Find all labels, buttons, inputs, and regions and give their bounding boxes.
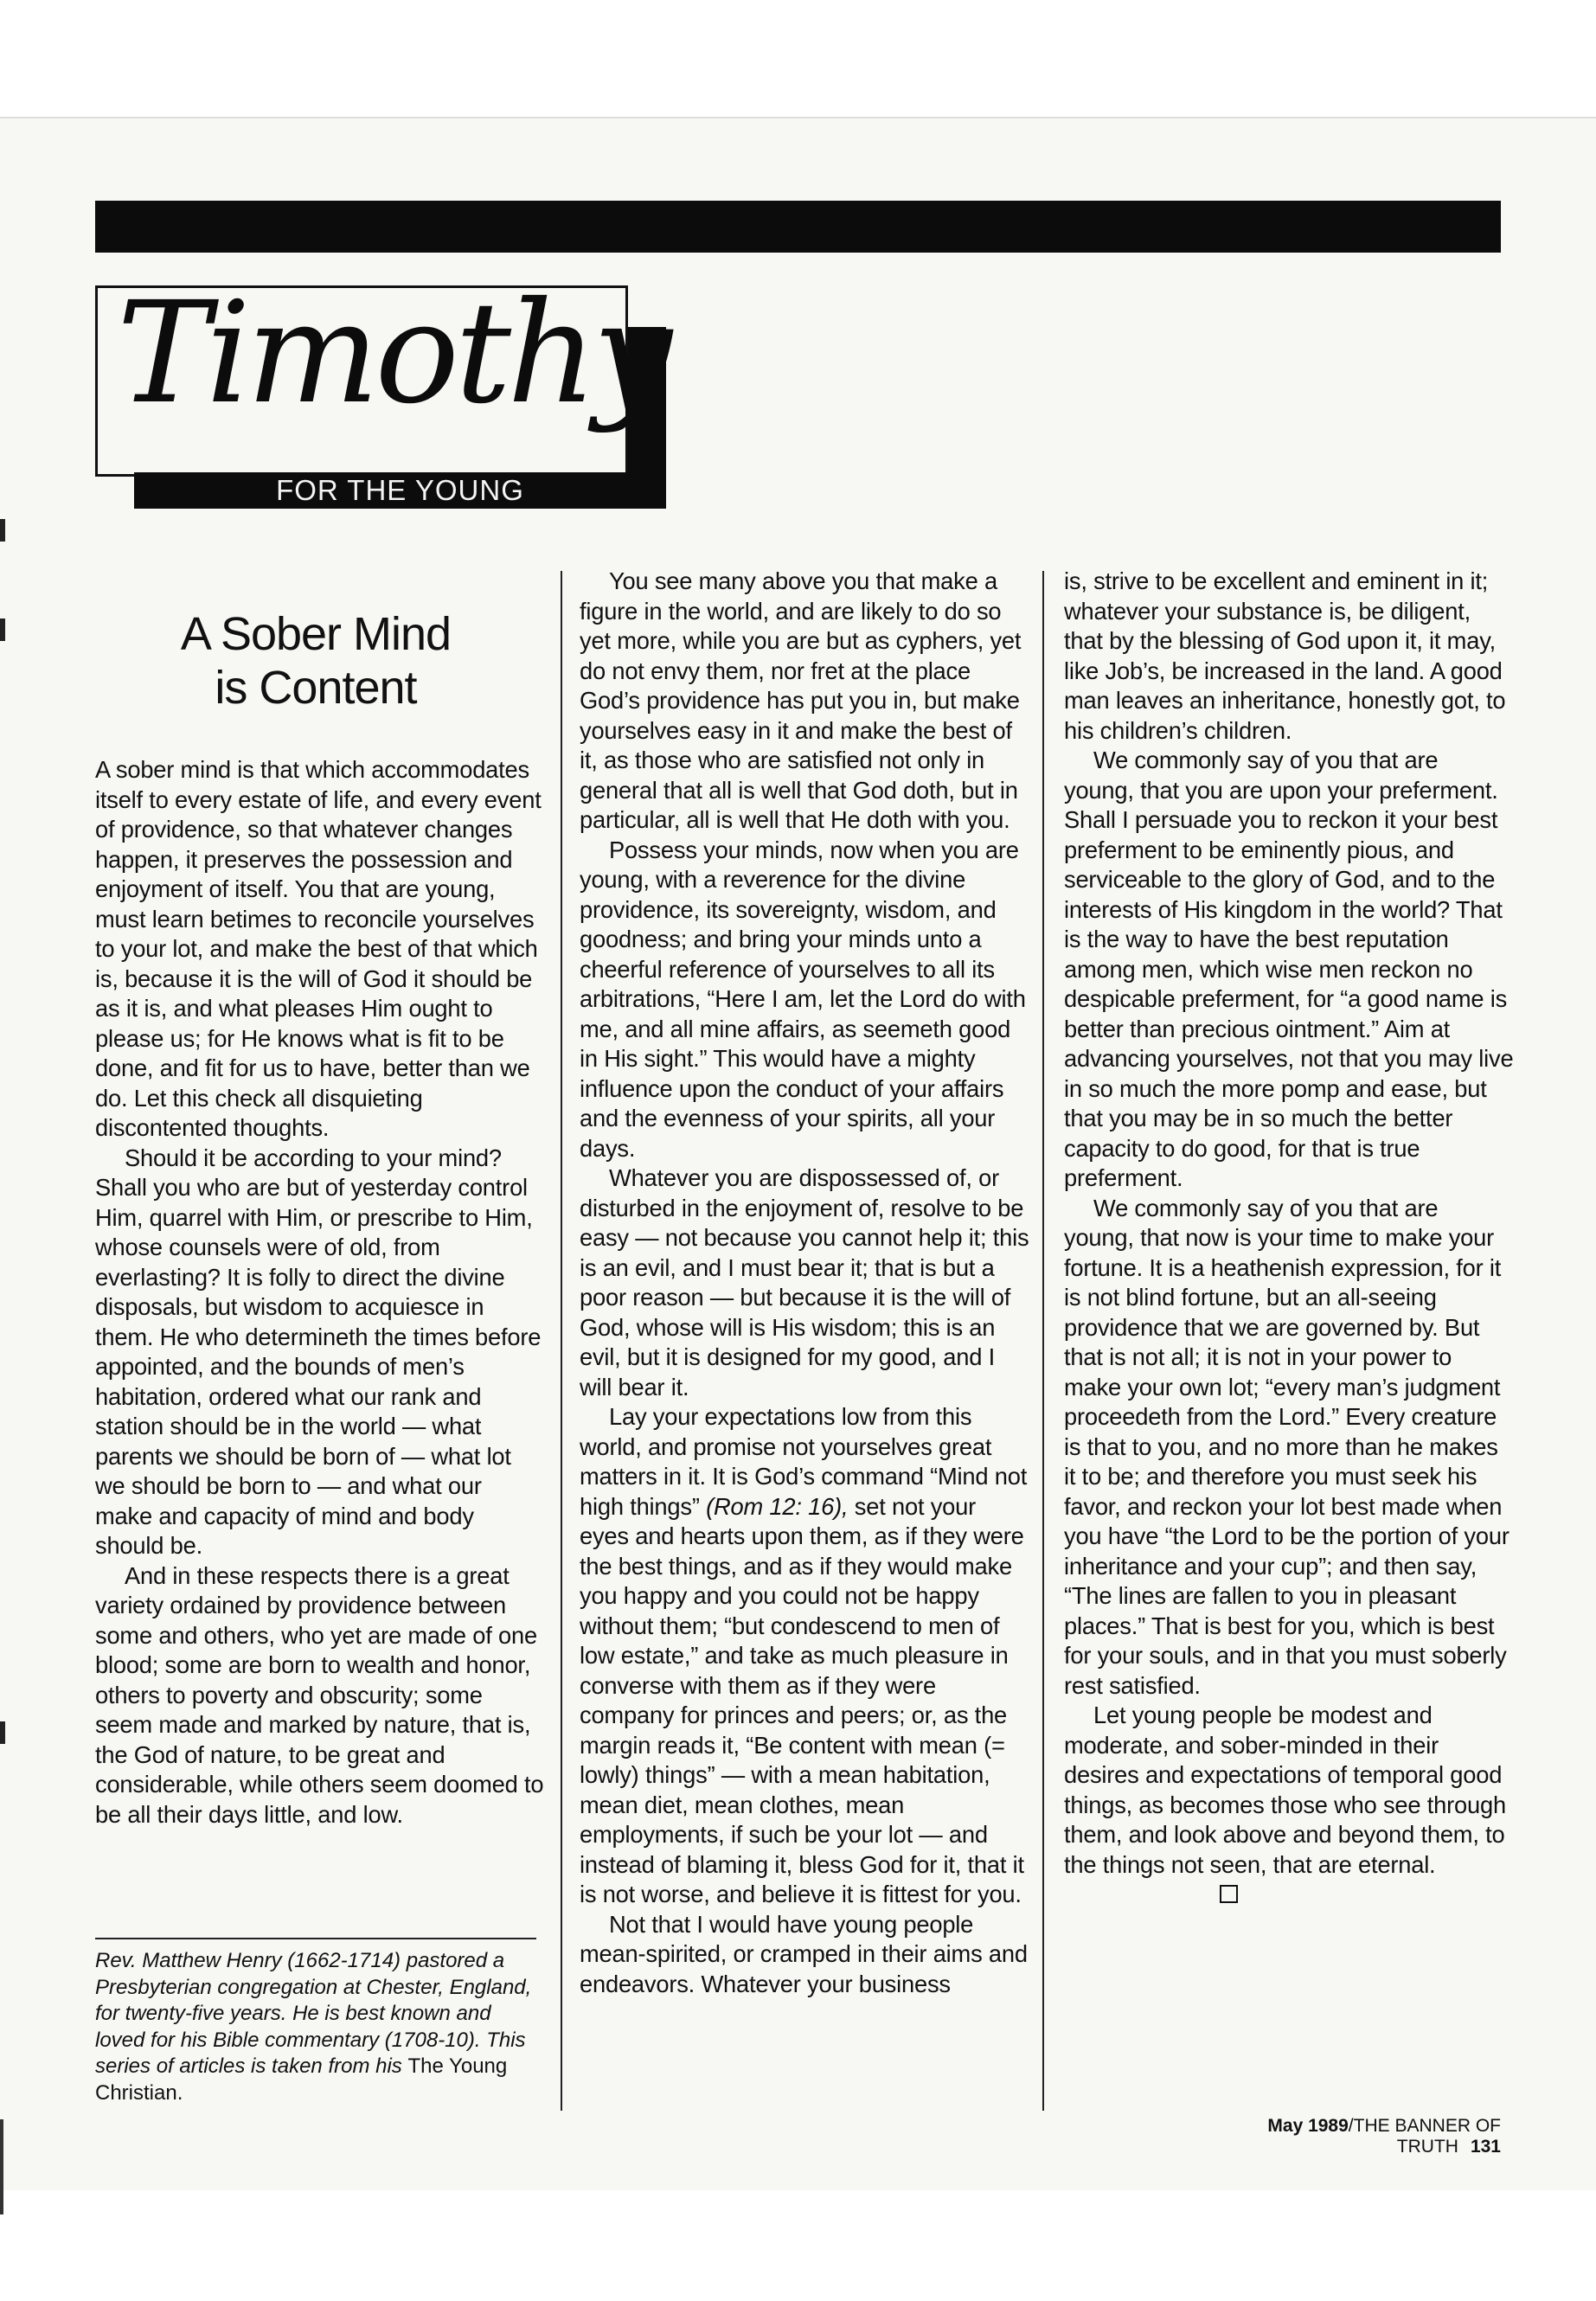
footer-separator: / <box>1348 2116 1354 2136</box>
header-bar <box>95 201 1501 253</box>
logo-title: Timothy <box>117 272 668 435</box>
paragraph: is, strive to be excellent and eminent in it; whatever your substance is, be diligent, that by the blessing of God upon it, it may, like Job’s, be increased in the land. A good man leaves an inheritance, honestly got, to his children’s children. <box>1064 567 1506 744</box>
paragraph: And in these respects there is a great variety ordained by providence between some and others, who yet are made of one blood; some are born to wealth and honor, others to poverty and obscurity; some seem made and marked by nature, that is, the God of nature, to be great and considerable, while others seem doomed to be all their days little, and low. <box>95 1561 544 1828</box>
margin-tick <box>0 619 5 641</box>
paragraph-text: Let young people be modest and moderate, and sober-minded in their desires and expectations of temporal good things, as becomes those who see through them, and look above and beyond them, to the things not seen, that are eternal. <box>1064 1702 1506 1878</box>
column-divider <box>561 571 562 2111</box>
margin-tick <box>0 519 5 542</box>
logo-subtitle: FOR THE YOUNG <box>134 472 666 509</box>
bio-book-title: The Young Christian. <box>95 2054 508 2105</box>
footer-publication: THE BANNER OF TRUTH <box>1353 2116 1501 2157</box>
footer-date: May 1989 <box>1267 2116 1349 2136</box>
title-line-2: is Content <box>215 662 417 714</box>
page-footer <box>1176 2116 1501 2157</box>
paragraph: We commonly say of you that are young, that you are upon your preferment. Shall I persuade you to reckon it your best preferment to be eminently pious, and serviceable to the glory of God, and to the interests of His kingdom in the world? That is the way to have the best reputation among men, which wise men reckon no despicable preferment, for “a good name is better than precious ointment.” Aim at advancing yourselves, not that you may live in so much the more pomp and ease, but that you may be in so much the better capacity to do good, for that is true preferment. <box>1064 747 1514 1191</box>
paragraph: Not that I would have young people mean-spirited, or cramped in their aims and endeavors. Whatever your business <box>580 1910 1028 1997</box>
margin-edge <box>0 2119 3 2214</box>
paragraph-text: set not your eyes and hearts upon them, as if they were the best things, and as if they would make you happy and you could not be happy without them; “but condescend to men of low estate,” and take as much pleasure in converse with them as if they were company for princes and peers; or, as the margin reads it, “Be content with mean (= lowly) things” — with a mean habitation, mean diet, mean clothes, mean employments, if such be your lot — and instead of blaming it, bless God for it, that it is not worse, and believe it is fittest for you. <box>580 1492 1024 1907</box>
paragraph: We commonly say of you that are young, that now is your time to make your fortune. It is a heathenish expression, for it is not blind fortune, but an all-seeing providence that we are governed by. But that is not all; it is not in your power to make your own lot; “every man’s judgment proceedeth from the Lord.” Every creature is that to you, and no more than he makes it to be; and therefore you must seek his favor, and reckon your lot best made when you have “the Lord to be the portion of your inheritance and your cup”; and then say, “The lines are fallen to you in pleasant places.” That is best for you, which is best for your souls, and in that you must soberly rest satisfied. <box>1064 1194 1509 1699</box>
paragraph: You see many above you that make a figure in the world, and are likely to do so yet more, while you are but as cyphers, yet do not envy them, nor fret at the place God’s providence has put you in, but make yourselves easy in it and make the best of it, as those who are satisfied not only in general that all is well that God doth, but in particular, all is well that He doth with you. <box>580 567 1022 833</box>
column-3 <box>1064 567 1514 1910</box>
bio-text: Rev. Matthew Henry (1662-1714) pastored a Presbyterian congregation at Chester, England, for twenty-five years. He is best known and loved for his Bible commentary (1708-10). This series of articles is taken from his <box>95 1949 532 2078</box>
article-title <box>95 607 536 715</box>
paragraph: Possess your minds, now when you are young, with a reverence for the divine providence, its sovereignty, wisdom, and goodness; and bring your minds unto a cheerful reference of yourselves to all its arbitrations, “Here I am, let the Lord do with me, and all mine affairs, as seemeth good in His sight.” This would have a mighty influence upon the conduct of your affairs and the evenness of your spirits, all your days. <box>580 836 1026 1162</box>
paragraph <box>580 1402 1029 1910</box>
paragraph: A sober mind is that which accommodates itself to every estate of life, and every event of providence, so that whatever changes happen, it preserves the possession and enjoyment of itself. You that are young, must learn betimes to reconcile yourselves to your lot, and make the best of that which is, because it is the will of God it should be as it is, and what pleases Him ought to please us; for He knows what is fit to be done, and fit for us to have, better than we do. Let this check all disquieting discontented thoughts. <box>95 756 542 1141</box>
scripture-citation: (Rom 12: 16), <box>706 1492 849 1520</box>
column-divider <box>1042 571 1044 2111</box>
paragraph: Whatever you are dispossessed of, or disturbed in the enjoyment of, resolve to be easy — not because you cannot help it; this is an evil, and I must bear it; that is but a poor reason — but because it is the will of God, whose will is His wisdom; this is an evil, but it is designed for my good, and I will bear it. <box>580 1164 1029 1400</box>
page-number: 131 <box>1470 2137 1501 2157</box>
end-mark-icon <box>1220 1885 1238 1903</box>
author-bio <box>95 1948 545 2106</box>
margin-tick <box>0 1721 5 1744</box>
title-line-1: A Sober Mind <box>180 608 452 660</box>
column-2 <box>580 567 1029 1999</box>
column-1 <box>95 755 545 1830</box>
bio-divider <box>95 1938 536 1939</box>
paragraph: Should it be according to your mind? Shall you who are but of yesterday control Him, quarrel with Him, or prescribe to Him, whose counsels were of old, from everlasting? It is folly to direct the divine disposals, but wisdom to acquiesce in them. He who determineth the times before appointed, and the bounds of men’s habitation, ordered what our rank and station should be in the world — what parents we should be born of — what lot we should be born to — and what our make and capacity of mind and body should be. <box>95 1144 542 1559</box>
paragraph <box>1064 1701 1514 1910</box>
paragraph-text: Lay your expectations low from this world, and promise not yourselves great matters in it. It is God’s command “Mind not high things” <box>580 1403 1028 1520</box>
